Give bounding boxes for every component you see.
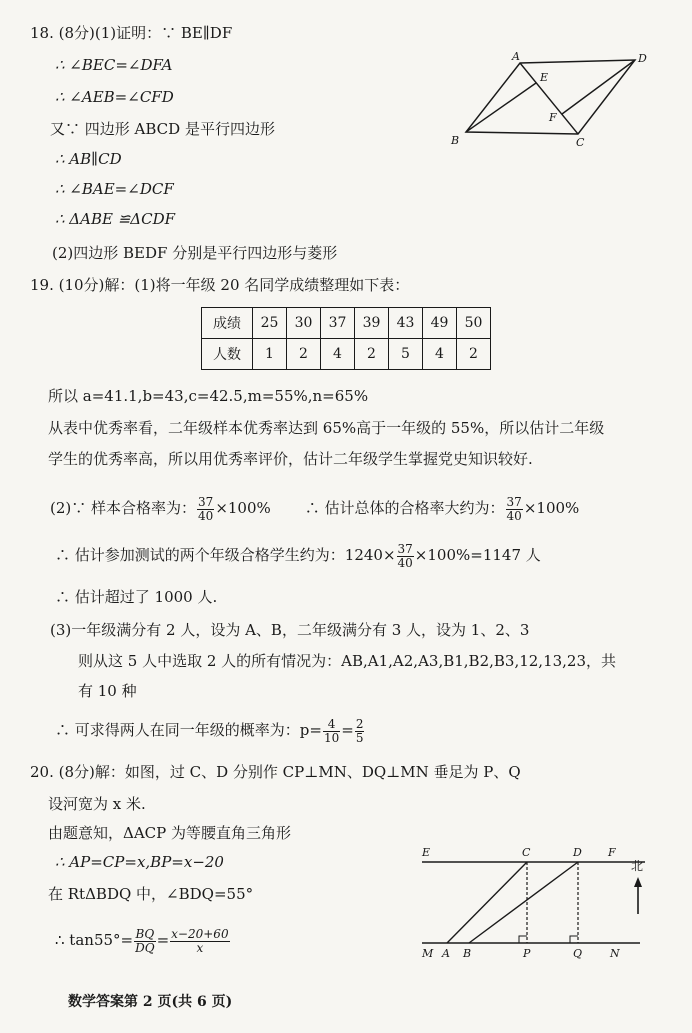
q18-parallelogram-figure <box>445 45 665 155</box>
fraction-numerator: 2 <box>355 716 364 731</box>
table-cell: 2 <box>355 339 389 370</box>
q18-line-5: ∴ ∠BAE=∠DCF <box>55 180 174 198</box>
q18-line-4: ∴ AB∥CD <box>55 150 122 168</box>
q20-label-b: B <box>463 947 472 960</box>
q20-label-c: C <box>522 846 531 859</box>
q18-line-3: 又∵ 四边形 ABCD 是平行四边形 <box>50 120 275 138</box>
q19-estimate-text: ∴ 估计参加测试的两个年级合格学生约为：1240× <box>55 546 396 564</box>
table-cell: 4 <box>423 339 457 370</box>
fraction-denominator: x <box>196 940 204 955</box>
q20-line-3: ∴ AP=CP=x,BP=x−20 <box>55 853 224 871</box>
q20-tan-text: ∴ tan55°= <box>55 931 134 949</box>
table-cell: 39 <box>355 308 389 339</box>
table-row <box>202 339 491 370</box>
table-cell: 25 <box>253 308 287 339</box>
q18-line-7: (2)四边形 BEDF 分别是平行四边形与菱形 <box>52 244 338 262</box>
q20-label-p: P <box>523 947 531 960</box>
table-cell: 37 <box>321 308 355 339</box>
fraction <box>506 496 523 523</box>
fraction-denominator: 10 <box>323 730 340 745</box>
q19-stats: 所以 a=41.1,b=43,c=42.5,m=55%,n=65% <box>48 387 369 405</box>
q18-line-1: ∴ ∠BEC=∠DFA <box>55 56 173 74</box>
q20-line-4: 在 RtΔBDQ 中，∠BDQ=55° <box>48 885 254 903</box>
fraction-denominator: 40 <box>198 508 214 523</box>
fraction-denominator: 40 <box>506 508 522 523</box>
fraction-denominator: 40 <box>397 555 413 570</box>
q20-line-2: 由题意知，ΔACP 为等腰直角三角形 <box>48 824 292 842</box>
q19-para-1: 从表中优秀率看，二年级样本优秀率达到 65%高于一年级的 55%，所以估计二年级 <box>48 419 605 437</box>
q19-para-2: 学生的优秀率高，所以用优秀率评价，估计二年级学生掌握党史知识较好. <box>48 450 533 468</box>
fraction-numerator: BQ <box>135 926 155 941</box>
table-cell: 30 <box>287 308 321 339</box>
fraction-numerator: 37 <box>198 494 214 509</box>
q18-header: 18. (8分)(1)证明：∵ BE∥DF <box>30 24 233 42</box>
q20-header: 20. (8分)解：如图，过 C、D 分别作 CP⊥MN、DQ⊥MN 垂足为 P、Q <box>30 763 521 781</box>
fraction-numerator: 4 <box>323 718 340 732</box>
fraction <box>197 496 214 523</box>
q19-part2-estimate: ∴ 估计总体的合格率大约为： <box>304 499 505 517</box>
table-cell: 2 <box>287 339 321 370</box>
times-100: ×100% <box>523 499 580 517</box>
fraction-denominator: DQ <box>135 940 155 955</box>
table-header-score: 成绩 <box>202 308 253 339</box>
q18-line-6: ∴ ΔABE ≌ΔCDF <box>55 210 176 228</box>
q19-part2 <box>50 490 579 526</box>
q20-tan-equation <box>55 920 231 960</box>
q18-line-2: ∴ ∠AEB=∠CFD <box>55 88 174 106</box>
q20-river-figure <box>410 842 670 972</box>
equals-sign: = <box>341 721 354 739</box>
equals-sign: = <box>156 931 170 949</box>
table-cell: 43 <box>389 308 423 339</box>
fraction-numerator: 37 <box>506 494 522 509</box>
fraction-numerator: 37 <box>397 541 413 556</box>
table-cell: 4 <box>321 339 355 370</box>
q20-label-q: Q <box>573 947 583 960</box>
page-footer: 数学答案第 2 页(共 6 页) <box>68 994 233 1010</box>
q20-line-1: 设河宽为 x 米. <box>48 795 146 813</box>
q18-label-c: C <box>576 136 585 149</box>
table-cell: 2 <box>457 339 491 370</box>
q20-label-a: A <box>442 947 450 960</box>
table-header-count: 人数 <box>202 339 253 370</box>
fraction <box>134 928 155 955</box>
q18-label-f: F <box>549 111 557 124</box>
q18-label-b: B <box>451 134 460 147</box>
q19-cases-2: 有 10 种 <box>78 682 137 700</box>
table-cell: 5 <box>389 339 423 370</box>
fraction <box>323 718 340 745</box>
fraction <box>170 928 229 955</box>
q18-label-d: D <box>638 52 647 65</box>
q19-part3: (3)一年级满分有 2 人，设为 A、B，二年级满分有 3 人，设为 1、2、3 <box>50 621 530 639</box>
fraction <box>355 718 365 745</box>
q19-estimate-result: ×100%=1147 人 <box>414 546 541 564</box>
q19-probability-text: ∴ 可求得两人在同一年级的概率为：p= <box>55 721 322 739</box>
table-cell: 50 <box>457 308 491 339</box>
q20-label-n: N <box>610 947 620 960</box>
table-cell: 1 <box>253 339 287 370</box>
q19-cases-1: 则从这 5 人中选取 2 人的所有情况为：AB,A1,A2,A3,B1,B2,B3,12,13,23，共 <box>78 652 617 670</box>
table-cell: 49 <box>423 308 457 339</box>
q19-header: 19. (10分)解：(1)将一年级 20 名同学成绩整理如下表： <box>30 276 410 294</box>
q18-label-a: A <box>512 50 520 63</box>
q20-label-f: F <box>608 846 616 859</box>
q20-label-d: D <box>573 846 582 859</box>
fraction-numerator: x−20+60 <box>171 926 229 941</box>
north-label: 北 <box>631 859 644 873</box>
fraction <box>397 543 414 570</box>
q20-label-m: M <box>422 947 434 960</box>
q19-over-1000: ∴ 估计超过了 1000 人. <box>55 588 218 606</box>
q19-part2-label: (2)∵ 样本合格率为： <box>50 499 197 517</box>
score-table <box>201 307 491 370</box>
fraction-denominator: 5 <box>355 730 364 745</box>
times-100: ×100% <box>215 499 271 517</box>
q20-label-e: E <box>422 846 431 859</box>
table-row <box>202 308 491 339</box>
q18-label-e: E <box>540 71 549 84</box>
q19-estimate-line <box>55 537 541 573</box>
q19-probability <box>55 712 365 748</box>
